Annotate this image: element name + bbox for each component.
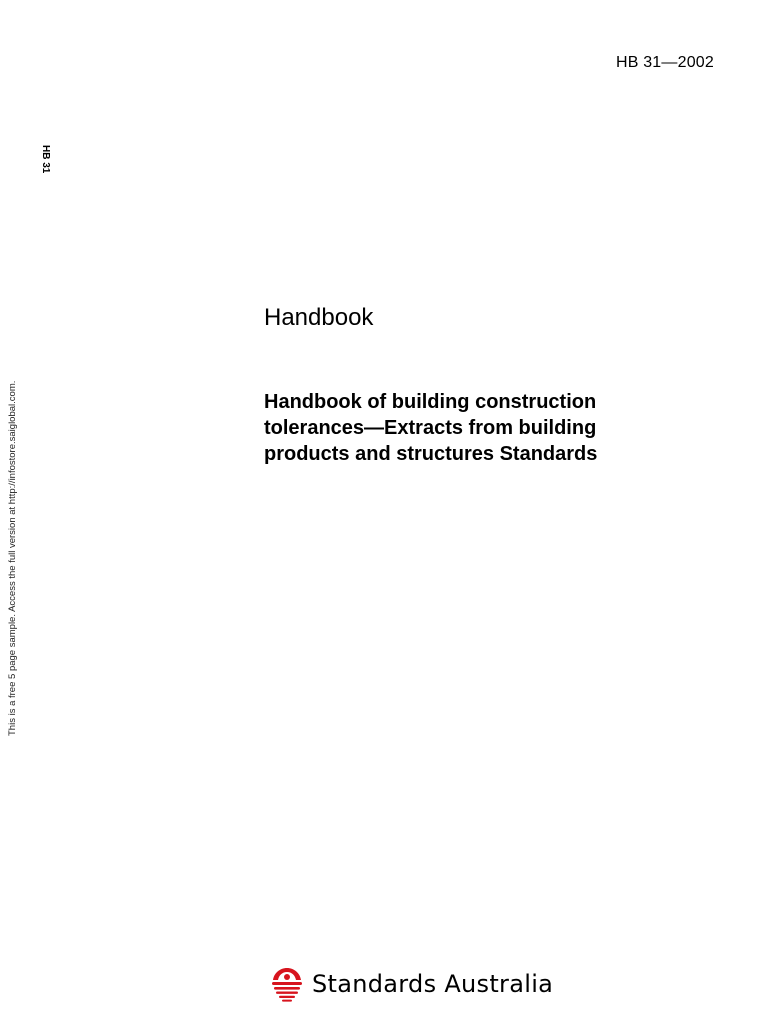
spine-label: HB 31 xyxy=(40,145,51,174)
standards-australia-logo-icon xyxy=(270,966,304,1002)
document-number: HB 31—2002 xyxy=(615,54,714,71)
publisher-name: Standards Australia xyxy=(312,970,554,998)
sample-notice: This is a free 5 page sample. Access the full version at http://infostore.saiglobal.com. xyxy=(7,380,18,736)
publisher-brand xyxy=(270,966,553,1002)
document-title: Handbook of building construction tolerances—Extracts from building products and structures Standards xyxy=(264,391,598,465)
document-type: Handbook xyxy=(264,304,374,331)
